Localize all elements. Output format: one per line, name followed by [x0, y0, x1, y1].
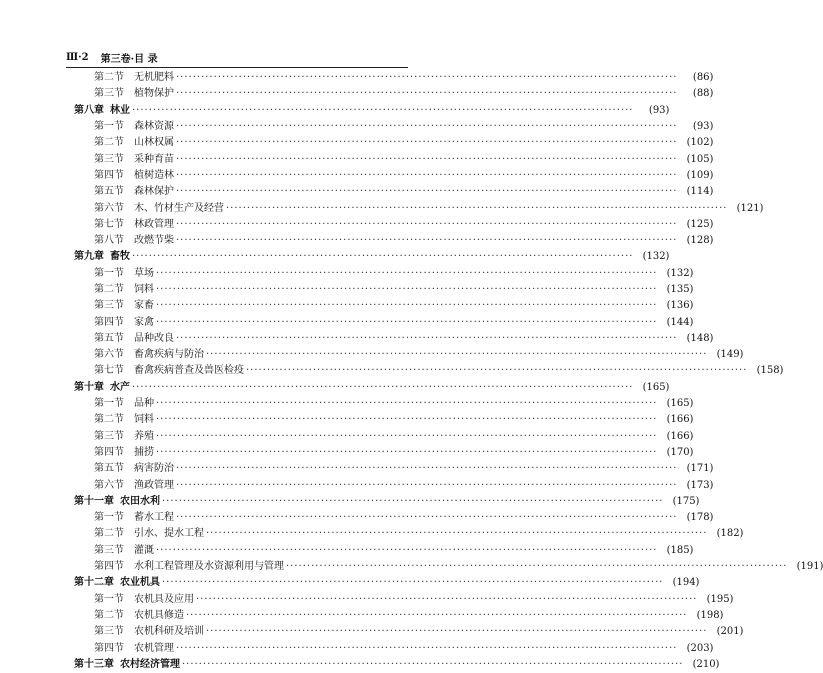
entry-title: 水利工程管理及水资源利用与管理 — [134, 561, 284, 573]
page-reference: (121) — [736, 202, 764, 214]
page-reference: (114) — [686, 186, 714, 198]
dot-leader: ························································································································ — [196, 593, 698, 605]
entry-title: 农机具修造 — [134, 609, 184, 621]
section-label: 第四节 — [94, 316, 124, 328]
page-reference: (171) — [686, 463, 714, 475]
entry-title: 畜禽疾病普查及兽医检疫 — [134, 365, 244, 377]
entry-title: 农业机具 — [120, 577, 160, 589]
dot-leader: ························································································································ — [176, 121, 678, 133]
entry-title: 家禽 — [134, 316, 154, 328]
section-label: 第七节 — [94, 365, 124, 377]
page-reference: (165) — [642, 381, 670, 393]
entry-title: 林政管理 — [134, 218, 174, 230]
section-label: 第三节 — [94, 544, 124, 556]
toc-section-entry — [66, 168, 714, 184]
page-reference: (144) — [666, 316, 694, 328]
toc-chapter-entry — [66, 494, 700, 510]
toc-section-entry — [66, 86, 714, 102]
page-reference: (166) — [666, 430, 694, 442]
page-reference: (182) — [716, 528, 744, 540]
dot-leader: ························································································································ — [176, 332, 678, 344]
dot-leader: ························································································································ — [176, 153, 678, 165]
dot-leader: ························································································································ — [206, 528, 708, 540]
dot-leader: ························································································································ — [176, 512, 678, 524]
toc-section-entry — [66, 640, 714, 656]
section-label: 第六节 — [94, 202, 124, 214]
toc-section-entry — [66, 347, 744, 363]
entry-title: 改燃节柴 — [134, 235, 174, 247]
dot-leader: ························································································································ — [156, 430, 658, 442]
section-label: 第五节 — [94, 186, 124, 198]
page-reference: (105) — [686, 153, 714, 165]
header-rule — [66, 67, 408, 68]
entry-title: 农村经济管理 — [120, 658, 180, 670]
page-reference: (93) — [648, 104, 670, 116]
dot-leader: ························································································································ — [162, 495, 664, 507]
chapter-label: 第八章 — [74, 104, 104, 116]
page-reference: (135) — [666, 284, 694, 295]
dot-leader: ························································································································ — [156, 398, 658, 410]
page-reference: (203) — [686, 642, 714, 654]
toc-section-entry — [66, 608, 724, 624]
page-reference: (175) — [672, 495, 700, 507]
entry-title: 饲料 — [134, 284, 154, 295]
toc-section-entry — [66, 331, 714, 347]
toc-section-entry — [66, 543, 694, 559]
section-label: 第四节 — [94, 446, 124, 458]
entry-title: 林业 — [110, 104, 130, 116]
entry-title: 无机肥料 — [134, 72, 174, 84]
section-label: 第一节 — [94, 267, 124, 279]
toc-section-entry — [66, 592, 734, 608]
dot-leader: ························································································································ — [176, 186, 678, 198]
section-label: 第五节 — [94, 332, 124, 344]
dot-leader: ························································································································ — [176, 642, 678, 654]
toc-section-entry — [66, 151, 714, 167]
section-label: 第七节 — [94, 218, 124, 230]
page-header — [66, 48, 406, 66]
page-reference: (194) — [672, 577, 700, 589]
page-reference: (201) — [716, 626, 744, 638]
toc-section-entry — [66, 510, 714, 526]
page-reference: (170) — [666, 446, 694, 458]
section-label: 第六节 — [94, 479, 124, 491]
toc-section-entry — [66, 429, 694, 445]
section-label: 第二节 — [94, 528, 124, 540]
dot-leader: ························································································································ — [176, 218, 678, 230]
toc-section-entry — [66, 396, 694, 412]
toc-section-entry — [66, 135, 714, 151]
toc-chapter-entry — [66, 657, 720, 673]
dot-leader: ························································································································ — [156, 544, 658, 556]
dot-leader: ························································································································ — [182, 658, 684, 670]
entry-title: 农机科研及培训 — [134, 626, 204, 638]
entry-title: 蓄水工程 — [134, 512, 174, 524]
page-reference: (185) — [666, 544, 694, 556]
page-reference: (86) — [692, 72, 714, 84]
page-reference: (109) — [686, 169, 714, 181]
dot-leader: ························································································································ — [156, 267, 658, 279]
dot-leader: ························································································································ — [156, 414, 658, 426]
entry-title: 品种 — [134, 398, 154, 410]
page-reference: (195) — [706, 593, 734, 605]
dot-leader: ························································································································ — [176, 235, 678, 247]
page-reference: (149) — [716, 349, 744, 361]
entry-title: 水产 — [110, 381, 130, 393]
entry-title: 植树造林 — [134, 169, 174, 181]
dot-leader: ························································································································ — [206, 349, 708, 361]
page-reference: (128) — [686, 235, 714, 247]
section-label: 第二节 — [94, 137, 124, 149]
entry-title: 病害防治 — [134, 463, 174, 475]
page-reference: (102) — [686, 137, 714, 149]
chapter-label: 第十章 — [74, 381, 104, 393]
dot-leader: ························································································································ — [286, 561, 788, 573]
dot-leader: ························································································································ — [132, 251, 634, 263]
section-label: 第一节 — [94, 512, 124, 524]
table-of-contents — [66, 70, 823, 673]
section-label: 第一节 — [94, 593, 124, 605]
toc-chapter-entry — [66, 249, 670, 265]
section-label: 第六节 — [94, 349, 124, 361]
toc-section-entry — [66, 461, 714, 477]
dot-leader: ························································································································ — [226, 202, 728, 214]
toc-chapter-entry — [66, 103, 670, 119]
entry-title: 草场 — [134, 267, 154, 279]
section-label: 第五节 — [94, 463, 124, 475]
toc-chapter-entry — [66, 380, 670, 396]
dot-leader: ························································································································ — [176, 479, 678, 491]
page-reference: (173) — [686, 479, 714, 491]
dot-leader: ························································································································ — [246, 365, 748, 377]
section-label: 第二节 — [94, 72, 124, 84]
page-reference: (125) — [686, 218, 714, 230]
dot-leader: ························································································································ — [162, 577, 664, 589]
entry-title: 畜牧 — [110, 251, 130, 263]
toc-chapter-entry — [66, 575, 700, 591]
page-reference: (132) — [666, 267, 694, 279]
dot-leader: ························································································································ — [176, 169, 678, 181]
toc-section-entry — [66, 624, 744, 640]
toc-section-entry — [66, 233, 714, 249]
dot-leader: ························································································································ — [206, 626, 708, 638]
entry-title: 农机管理 — [134, 642, 174, 654]
dot-leader: ························································································································ — [156, 284, 658, 295]
chapter-label: 第十一章 — [74, 495, 114, 507]
entry-title: 家畜 — [134, 300, 154, 312]
dot-leader: ························································································································ — [176, 463, 678, 475]
entry-title: 木、竹材生产及经营 — [134, 202, 224, 214]
running-title: 第三卷·目 录 — [100, 53, 158, 65]
dot-leader: ························································································································ — [156, 316, 658, 328]
page-reference: (132) — [642, 251, 670, 263]
entry-title: 山林权属 — [134, 137, 174, 149]
entry-title: 渔政管理 — [134, 479, 174, 491]
entry-title: 畜禽疾病与防治 — [134, 349, 204, 361]
toc-section-entry — [66, 559, 823, 575]
section-label: 第三节 — [94, 626, 124, 638]
toc-section-entry — [66, 119, 714, 135]
toc-section-entry — [66, 70, 714, 86]
toc-section-entry — [66, 445, 694, 461]
section-label: 第四节 — [94, 642, 124, 654]
toc-section-entry — [66, 217, 714, 233]
page-reference: (88) — [692, 88, 714, 100]
toc-section-entry — [66, 298, 694, 314]
page-reference: (178) — [686, 512, 714, 524]
section-label: 第一节 — [94, 121, 124, 133]
entry-title: 采种育苗 — [134, 153, 174, 165]
entry-title: 农田水利 — [120, 495, 160, 507]
toc-section-entry — [66, 363, 784, 379]
toc-section-entry — [66, 266, 694, 282]
page-reference: (198) — [696, 609, 724, 621]
page-reference: (210) — [692, 658, 720, 670]
page-reference: (191) — [796, 561, 823, 573]
section-label: 第四节 — [94, 169, 124, 181]
toc-section-entry — [66, 526, 744, 542]
page-reference: (93) — [692, 121, 714, 133]
page-reference: (166) — [666, 414, 694, 426]
entry-title: 捕捞 — [134, 446, 154, 458]
page-reference: (136) — [666, 300, 694, 312]
entry-title: 森林资源 — [134, 121, 174, 133]
section-label: 第一节 — [94, 398, 124, 410]
entry-title: 引水、提水工程 — [134, 528, 204, 540]
entry-title: 灌溉 — [134, 544, 154, 556]
section-label: 第三节 — [94, 300, 124, 312]
section-label: 第二节 — [94, 414, 124, 426]
section-label: 第二节 — [94, 284, 124, 295]
toc-section-entry — [66, 314, 694, 330]
section-label: 第二节 — [94, 609, 124, 621]
section-label: 第三节 — [94, 88, 124, 100]
section-label: 第三节 — [94, 430, 124, 442]
dot-leader: ························································································································ — [186, 609, 688, 621]
dot-leader: ························································································································ — [156, 446, 658, 458]
page-reference: (165) — [666, 398, 694, 410]
section-label: 第八节 — [94, 235, 124, 247]
chapter-label: 第十二章 — [74, 577, 114, 589]
page-number: Ⅲ·2 — [66, 51, 89, 63]
toc-section-entry — [66, 282, 694, 298]
page-reference: (148) — [686, 332, 714, 344]
entry-title: 植物保护 — [134, 88, 174, 100]
page-reference: (158) — [756, 365, 784, 377]
entry-title: 森林保护 — [134, 186, 174, 198]
toc-section-entry — [66, 184, 714, 200]
entry-title: 品种改良 — [134, 332, 174, 344]
chapter-label: 第九章 — [74, 251, 104, 263]
dot-leader: ························································································································ — [176, 137, 678, 149]
toc-section-entry — [66, 412, 694, 428]
chapter-label: 第十三章 — [74, 658, 114, 670]
toc-section-entry — [66, 477, 714, 493]
dot-leader: ························································································································ — [132, 381, 634, 393]
dot-leader: ························································································································ — [176, 72, 678, 84]
dot-leader: ························································································································ — [132, 104, 634, 116]
toc-section-entry — [66, 200, 764, 216]
entry-title: 农机具及应用 — [134, 593, 194, 605]
entry-title: 饲料 — [134, 414, 154, 426]
dot-leader: ························································································································ — [176, 88, 678, 100]
entry-title: 养殖 — [134, 430, 154, 442]
section-label: 第四节 — [94, 561, 124, 573]
section-label: 第三节 — [94, 153, 124, 165]
dot-leader: ························································································································ — [156, 300, 658, 312]
